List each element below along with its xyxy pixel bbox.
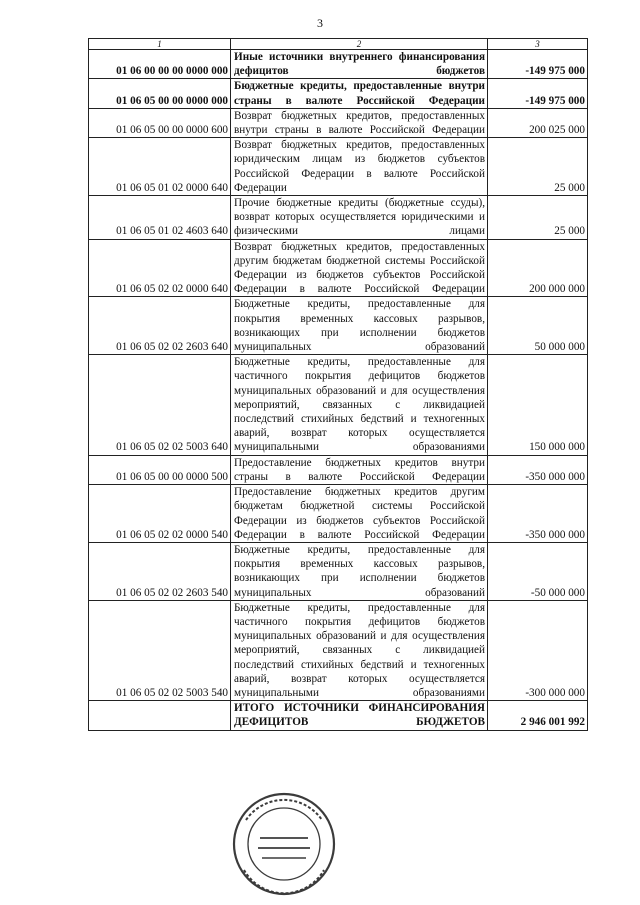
column-number: 2 <box>231 39 488 50</box>
amount-cell: 200 000 000 <box>488 239 588 297</box>
table-row <box>89 138 588 196</box>
amount-cell: -300 000 000 <box>488 600 588 700</box>
table-row <box>89 239 588 297</box>
table-row <box>89 196 588 240</box>
column-number: 3 <box>488 39 588 50</box>
amount-cell: -149 975 000 <box>488 50 588 79</box>
table-row <box>89 485 588 543</box>
table-row <box>89 455 588 484</box>
amount-cell: 25 000 <box>488 196 588 240</box>
amount-cell: -350 000 000 <box>488 455 588 484</box>
table-row <box>89 108 588 137</box>
table-row <box>89 600 588 700</box>
description-cell: Иные источники внутреннего финансирования дефицитов бюджетов <box>231 50 488 79</box>
amount-cell: -350 000 000 <box>488 485 588 543</box>
description-cell: Возврат бюджетных кредитов, предоставленных другим бюджетам бюджетной системы Российской Федерации из бюджетов субъектов Российской Федерации в валюте Российской Федерации <box>231 239 488 297</box>
description-cell: Бюджетные кредиты, предоставленные внутри страны в валюте Российской Федерации <box>231 79 488 108</box>
description-cell: Возврат бюджетных кредитов, предоставленных внутри страны в валюте Российской Федерации <box>231 108 488 137</box>
code-cell: 01 06 00 00 00 0000 000 <box>89 50 231 79</box>
description-cell: Бюджетные кредиты, предоставленные для частичного покрытия дефицитов бюджетов муниципальных образований и для осуществления мероприятий, связанных с ликвидацией последствий стихийных бедствий и техногенных аварий, возврат которых осуществляется муниципальными образованиями <box>231 600 488 700</box>
table-row <box>89 50 588 79</box>
office-stamp <box>220 790 348 898</box>
page-number: 3 <box>317 16 323 30</box>
table-row <box>89 701 588 730</box>
table-row <box>89 297 588 355</box>
amount-cell: -149 975 000 <box>488 79 588 108</box>
code-cell: 01 06 05 00 00 0000 600 <box>89 108 231 137</box>
amount-cell: -50 000 000 <box>488 542 588 600</box>
description-cell: Бюджетные кредиты, предоставленные для покрытия временных кассовых разрывов, возникающих при исполнении бюджетов муниципальных образований <box>231 542 488 600</box>
description-cell: Возврат бюджетных кредитов, предоставленных юридическим лицам из бюджетов субъектов Российской Федерации в валюте Российской Федерации <box>231 138 488 196</box>
code-cell: 01 06 05 00 00 0000 000 <box>89 79 231 108</box>
amount-cell: 25 000 <box>488 138 588 196</box>
description-cell: Бюджетные кредиты, предоставленные для частичного покрытия дефицитов бюджетов муниципальных образований и для осуществления мероприятий, связанных с ликвидацией последствий стихийных бедствий и техногенных аварий, возврат которых осуществляется муниципальными образованиями <box>231 355 488 455</box>
description-cell: Предоставление бюджетных кредитов внутри страны в валюте Российской Федерации <box>231 455 488 484</box>
financing-sources-table <box>88 38 588 731</box>
code-cell: 01 06 05 02 02 5003 640 <box>89 355 231 455</box>
description-cell: Предоставление бюджетных кредитов другим бюджетам бюджетной системы Российской Федерации из бюджетов субъектов Российской Федерации в валюте Российской Федерации <box>231 485 488 543</box>
code-cell: 01 06 05 02 02 5003 540 <box>89 600 231 700</box>
code-cell: 01 06 05 02 02 2603 640 <box>89 297 231 355</box>
description-cell: Бюджетные кредиты, предоставленные для покрытия временных кассовых разрывов, возникающих при исполнении бюджетов муниципальных образований <box>231 297 488 355</box>
column-number-row <box>89 39 588 50</box>
amount-cell: 2 946 001 992 <box>488 701 588 730</box>
code-cell: 01 06 05 00 00 0000 500 <box>89 455 231 484</box>
code-cell: 01 06 05 01 02 4603 640 <box>89 196 231 240</box>
code-cell: 01 06 05 02 02 0000 640 <box>89 239 231 297</box>
description-cell: ИТОГО ИСТОЧНИКИ ФИНАНСИРОВАНИЯ ДЕФИЦИТОВ БЮДЖЕТОВ <box>231 701 488 730</box>
table-row <box>89 542 588 600</box>
code-cell: 01 06 05 01 02 0000 640 <box>89 138 231 196</box>
column-number: 1 <box>89 39 231 50</box>
table-body <box>89 39 588 731</box>
description-cell: Прочие бюджетные кредиты (бюджетные ссуды), возврат которых осуществляется юридическими и физическими лицами <box>231 196 488 240</box>
amount-cell: 150 000 000 <box>488 355 588 455</box>
table-row <box>89 355 588 455</box>
code-cell: 01 06 05 02 02 2603 540 <box>89 542 231 600</box>
code-cell: 01 06 05 02 02 0000 540 <box>89 485 231 543</box>
code-cell <box>89 701 231 730</box>
amount-cell: 50 000 000 <box>488 297 588 355</box>
table-row <box>89 79 588 108</box>
amount-cell: 200 025 000 <box>488 108 588 137</box>
